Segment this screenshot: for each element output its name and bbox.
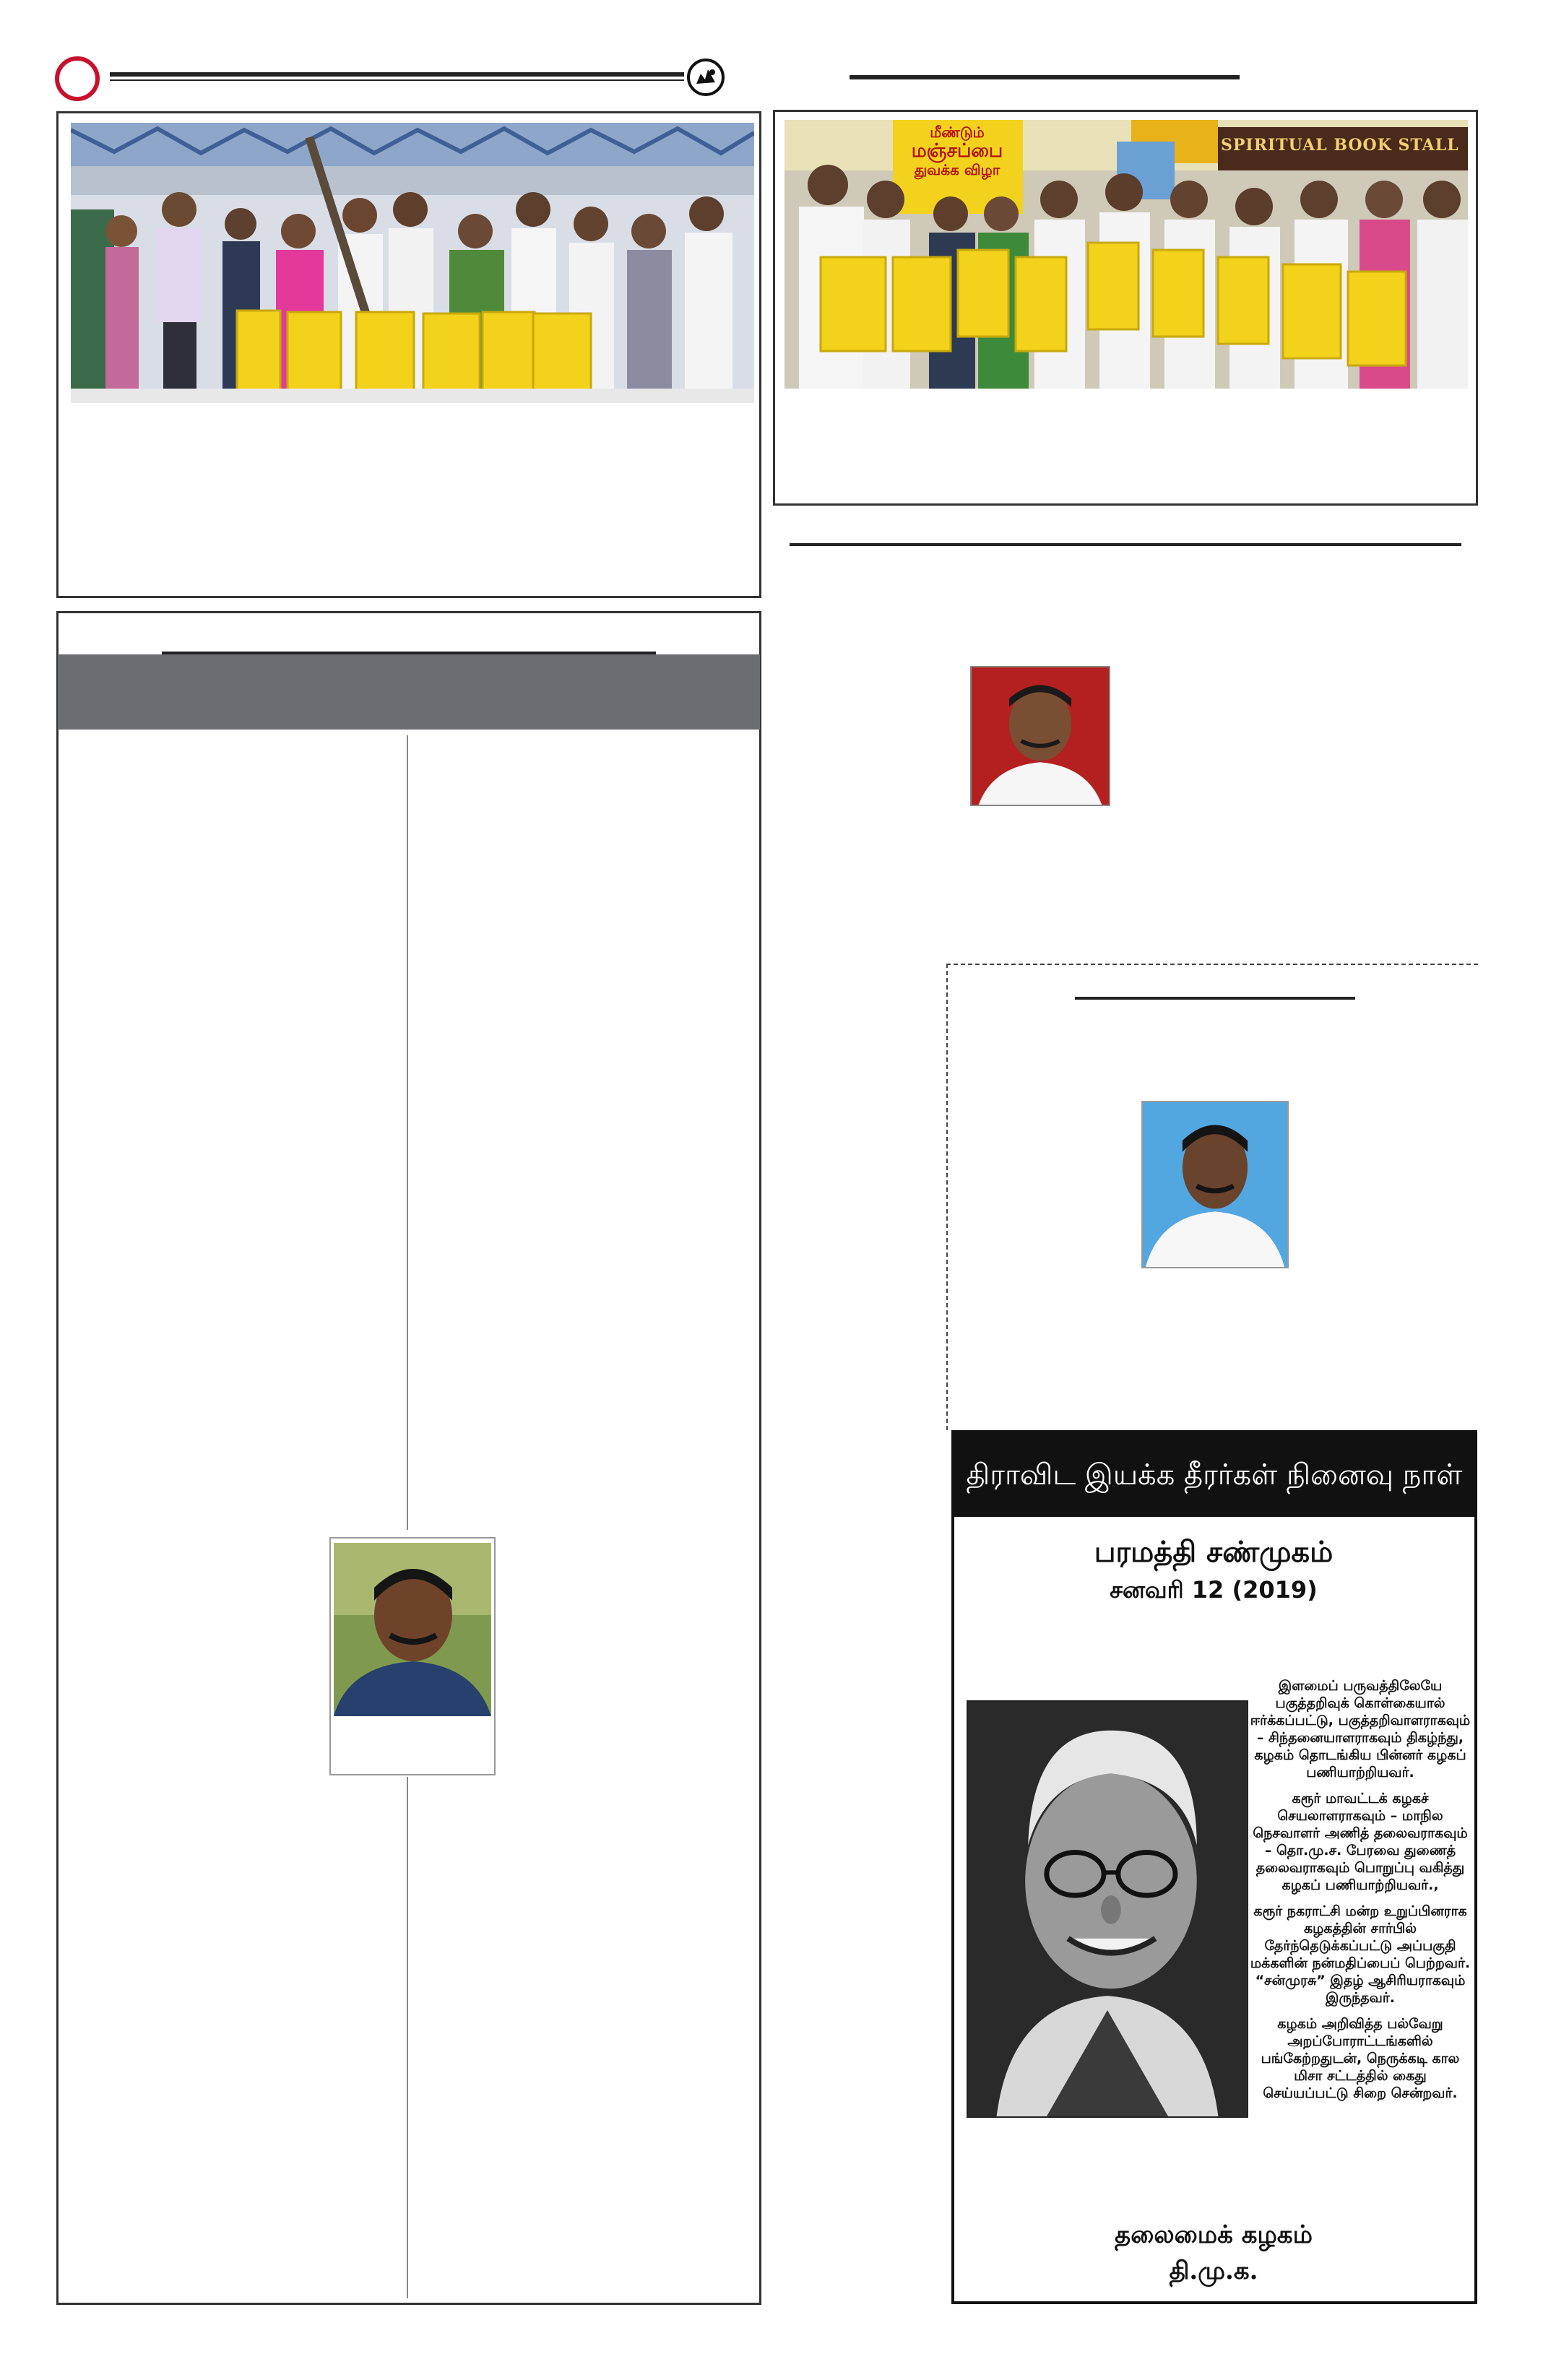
memorial-banner-text: திராவிட இயக்க தீரர்கள் நினைவு நாள் [966,1458,1463,1492]
column-divider-lower [407,1777,408,2298]
header-rule-left-thin [110,79,684,81]
portrait-man-blue-bg [1141,1101,1289,1268]
right-story-rule [790,543,1461,546]
columnist-portrait [334,1543,491,1716]
party-emblem-icon [686,58,725,97]
portrait-man-red-bg [970,666,1110,806]
header-rule-right [850,75,1240,79]
banner-text-overlay [896,123,1019,179]
shop-sign-text: SPIRITUAL BOOK STALL [1221,136,1459,155]
memorial-name: பரமத்தி சண்முகம் [1094,1536,1334,1569]
tribute-paragraph-2: கரூர் மாவட்டக் கழகச் செயலாளராகவும் – மாநில நெசவாளர் அணித் தலைவராகவும் – தொ.மு.ச. பேரவை துணைத் தலைவராகவும் பொறுப்பு வகித்து கழகப் பணியாற்றியவர்., [1253,1791,1468,1893]
tribute-paragraph-4: கழகம் அறிவித்த பல்வேறு அறப்போராட்டங்களில் பங்கேற்றதுடன், நெருக்கடி கால மிசா சட்டத்தில் கைது செய்யப்பட்டு சிறை சென்றவர். [1261,2016,1460,2101]
banner-line-2: மஞ்சப்பை [911,140,1003,162]
boxed-story-rule [1075,997,1355,1000]
column-divider-upper [407,735,408,1530]
memorial-tribute-text [1250,1677,1471,2102]
tribute-paragraph-3: கரூர் நகராட்சி மன்ற உறுப்பினராக கழகத்தின் சார்பில் தேர்ந்தெடுக்கப்பட்டு அப்பகுதி மக்களின் நன்மதிப்பைப் பெற்றவர். “சன்முரசு” இதழ் ஆசிரியராகவும் இருந்தவர். [1250,1903,1471,2006]
memorial-banner [954,1433,1474,1517]
memorial-footer-line-2: தி.மு.க. [1169,2256,1258,2285]
event-photo-right [785,120,1468,389]
left-feature-box [56,611,761,2305]
tribute-paragraph-1: இளமைப் பருவத்திலேயே பகுத்தறிவுக் கொள்கையால் ஈர்க்கப்பட்டு, பகுத்தறிவாளராகவும் – சிந்தனையாளராகவும் திகழ்ந்து, கழகம் தொடங்கிய பின்னர் கழகப் பணியாற்றியவர். [1250,1678,1471,1780]
event-photo-left [71,123,754,403]
banner-line-3: துவக்க விழா [914,161,1000,178]
page-number-badge [55,56,100,101]
banner-line-1: மீண்டும் [930,124,985,141]
memorial-footer-line-1: தலைமைக் கழகம் [1115,2220,1313,2249]
feature-title-band [58,654,760,730]
header-rule-left [110,72,684,77]
memorial-portrait [967,1700,1248,2118]
memorial-date: சனவரி 12 (2019) [1110,1576,1318,1604]
